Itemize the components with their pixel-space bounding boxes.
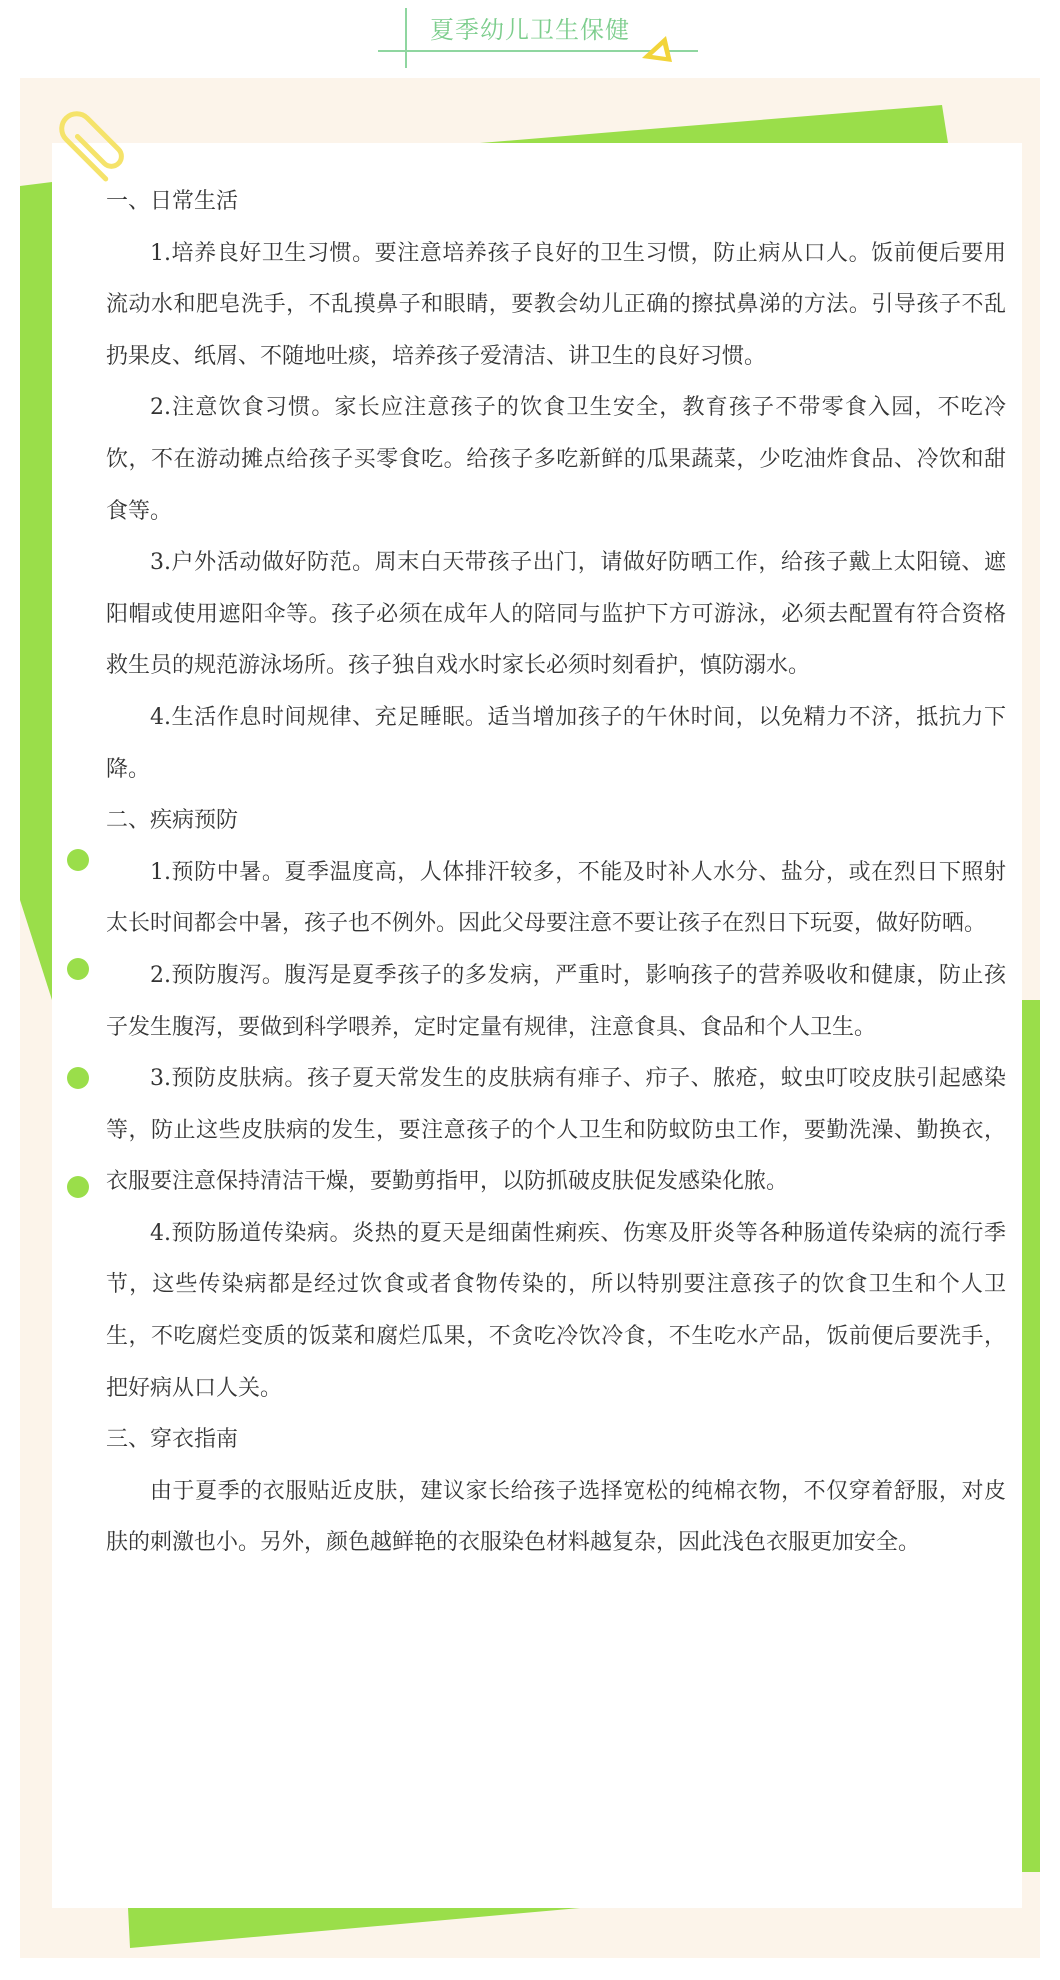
paragraph-skin-disease: 3.预防皮肤病。孩子夏天常发生的皮肤病有痱子、疖子、脓疮，蚊虫叮咬皮肤引起感染等，防止这些皮肤病的发生，要注意孩子的个人卫生和防蚊防虫工作，要勤洗澡、勤换衣，衣服要注意保持清洁干燥，要勤剪指甲，以防抓破皮肤促发感染化脓。 <box>106 1066 1006 1195</box>
paragraph-clothing: 由于夏季的衣服贴近皮肤，建议家长给孩子选择宽松的纯棉衣物，不仅穿着舒服，对皮肤的刺激也小。另外，颜色越鲜艳的衣服染色材料越复杂，因此浅色衣服更加安全。 <box>106 1478 1006 1556</box>
page-title: 夏季幼儿卫生保健 <box>430 16 630 44</box>
article-body <box>106 176 1006 1569</box>
paragraph-diet-habits: 2.注意饮食习惯。家长应注意孩子的饮食卫生安全，教育孩子不带零食入园，不吃冷饮，不在游动摊点给孩子买零食吃。给孩子多吃新鲜的瓜果蔬菜，少吃油炸食品、冷饮和甜食等。 <box>106 395 1006 524</box>
paragraph-heatstroke: 1.预防中暑。夏季温度高，人体排汗较多，不能及时补人水分、盐分，或在烈日下照射太长时间都会中暑，孩子也不例外。因此父母要注意不要让孩子在烈日下玩耍，做好防晒。 <box>106 859 1006 937</box>
paragraph-sleep: 4.生活作息时间规律、充足睡眠。适当增加孩子的午休时间，以免精力不济，抵抗力下降。 <box>106 704 1006 782</box>
paragraph-outdoor-activity: 3.户外活动做好防范。周末白天带孩子出门，请做好防晒工作，给孩子戴上太阳镜、遮阳帽或使用遮阳伞等。孩子必须在成年人的陪同与监护下方可游泳，必须去配置有符合资格救生员的规范游泳场所。孩子独自戏水时家长必须时刻看护，慎防溺水。 <box>106 550 1006 679</box>
section-heading-disease-prevention: 二、疾病预防 <box>106 808 239 834</box>
paragraph-hygiene-habits: 1.培养良好卫生习惯。要注意培养孩子良好的卫生习惯，防止病从口人。饭前便后要用流动水和肥皂洗手，不乱摸鼻子和眼睛，要教会幼儿正确的擦拭鼻涕的方法。引导孩子不乱扔果皮、纸屑、不随地吐痰，培养孩子爱清洁、讲卫生的良好习惯。 <box>106 240 1006 369</box>
section-heading-clothing: 三、穿衣指南 <box>106 1427 239 1453</box>
section-heading-daily-life: 一、日常生活 <box>106 189 239 214</box>
paragraph-diarrhea: 2.预防腹泻。腹泻是夏季孩子的多发病，严重时，影响孩子的营养吸收和健康，防止孩子发生腹泻，要做到科学喂养，定时定量有规律，注意食具、食品和个人卫生。 <box>106 962 1006 1040</box>
paragraph-intestinal-disease: 4.预防肠道传染病。炎热的夏天是细菌性痢疾、伤寒及肝炎等各种肠道传染病的流行季节，这些传染病都是经过饮食或者食物传染的，所以特别要注意孩子的饮食卫生和个人卫生，不吃腐烂变质的饭菜和腐烂瓜果，不贪吃冷饮冷食，不生吃水产品，饭前便后要洗手，把好病从口人关。 <box>106 1220 1006 1401</box>
